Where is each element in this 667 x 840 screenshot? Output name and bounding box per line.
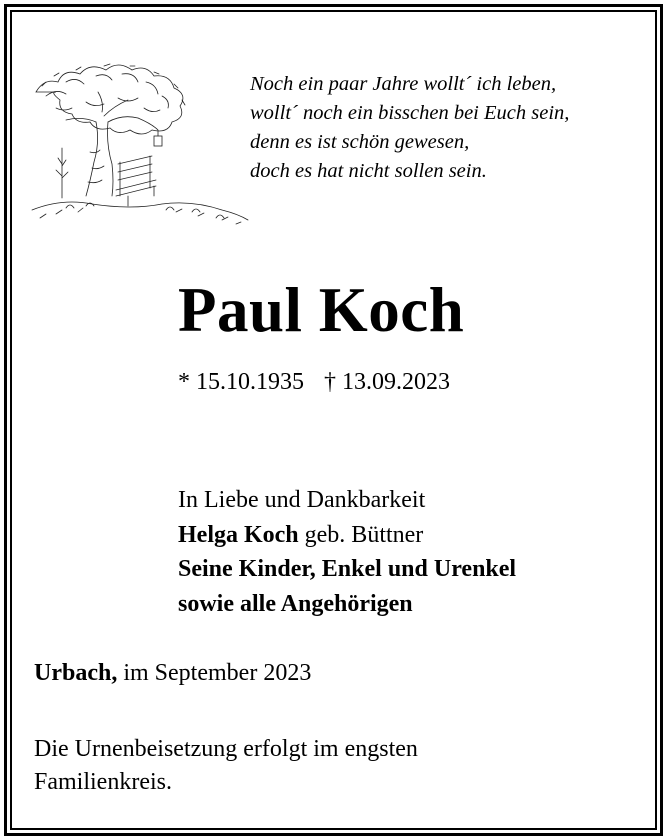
tree-with-bench-icon	[26, 52, 252, 230]
spouse-line	[178, 518, 516, 553]
poem-line: Noch ein paar Jahre wollt´ ich leben,	[250, 73, 557, 95]
spouse-maiden-name: geb. Büttner	[298, 521, 424, 548]
poem-line: wollt´ noch ein bisschen bei Euch sein,	[250, 102, 570, 124]
burial-notice: Die Urnenbeisetzung erfolgt im engsten Familienkreis.	[34, 736, 418, 795]
poem-line: denn es ist schön gewesen,	[250, 131, 470, 153]
death-date: † 13.09.2023	[324, 369, 450, 395]
family-line: Seine Kinder, Enkel und Urenkel	[178, 556, 517, 582]
relatives-line: sowie alle Angehörigen	[178, 590, 413, 617]
place-date	[34, 657, 311, 689]
spouse-name: Helga Koch	[178, 521, 299, 548]
deceased-name: Paul Koch	[178, 275, 465, 345]
poem-line: doch es hat nicht sollen sein.	[250, 160, 487, 182]
life-dates	[178, 366, 450, 398]
poem	[250, 70, 569, 186]
mourners-intro: In Liebe und Dankbarkeit	[178, 487, 426, 513]
place: Urbach,	[34, 660, 118, 686]
date: im September 2023	[117, 660, 312, 686]
birth-date: * 15.10.1935	[178, 369, 304, 395]
mourners-block	[178, 483, 516, 621]
